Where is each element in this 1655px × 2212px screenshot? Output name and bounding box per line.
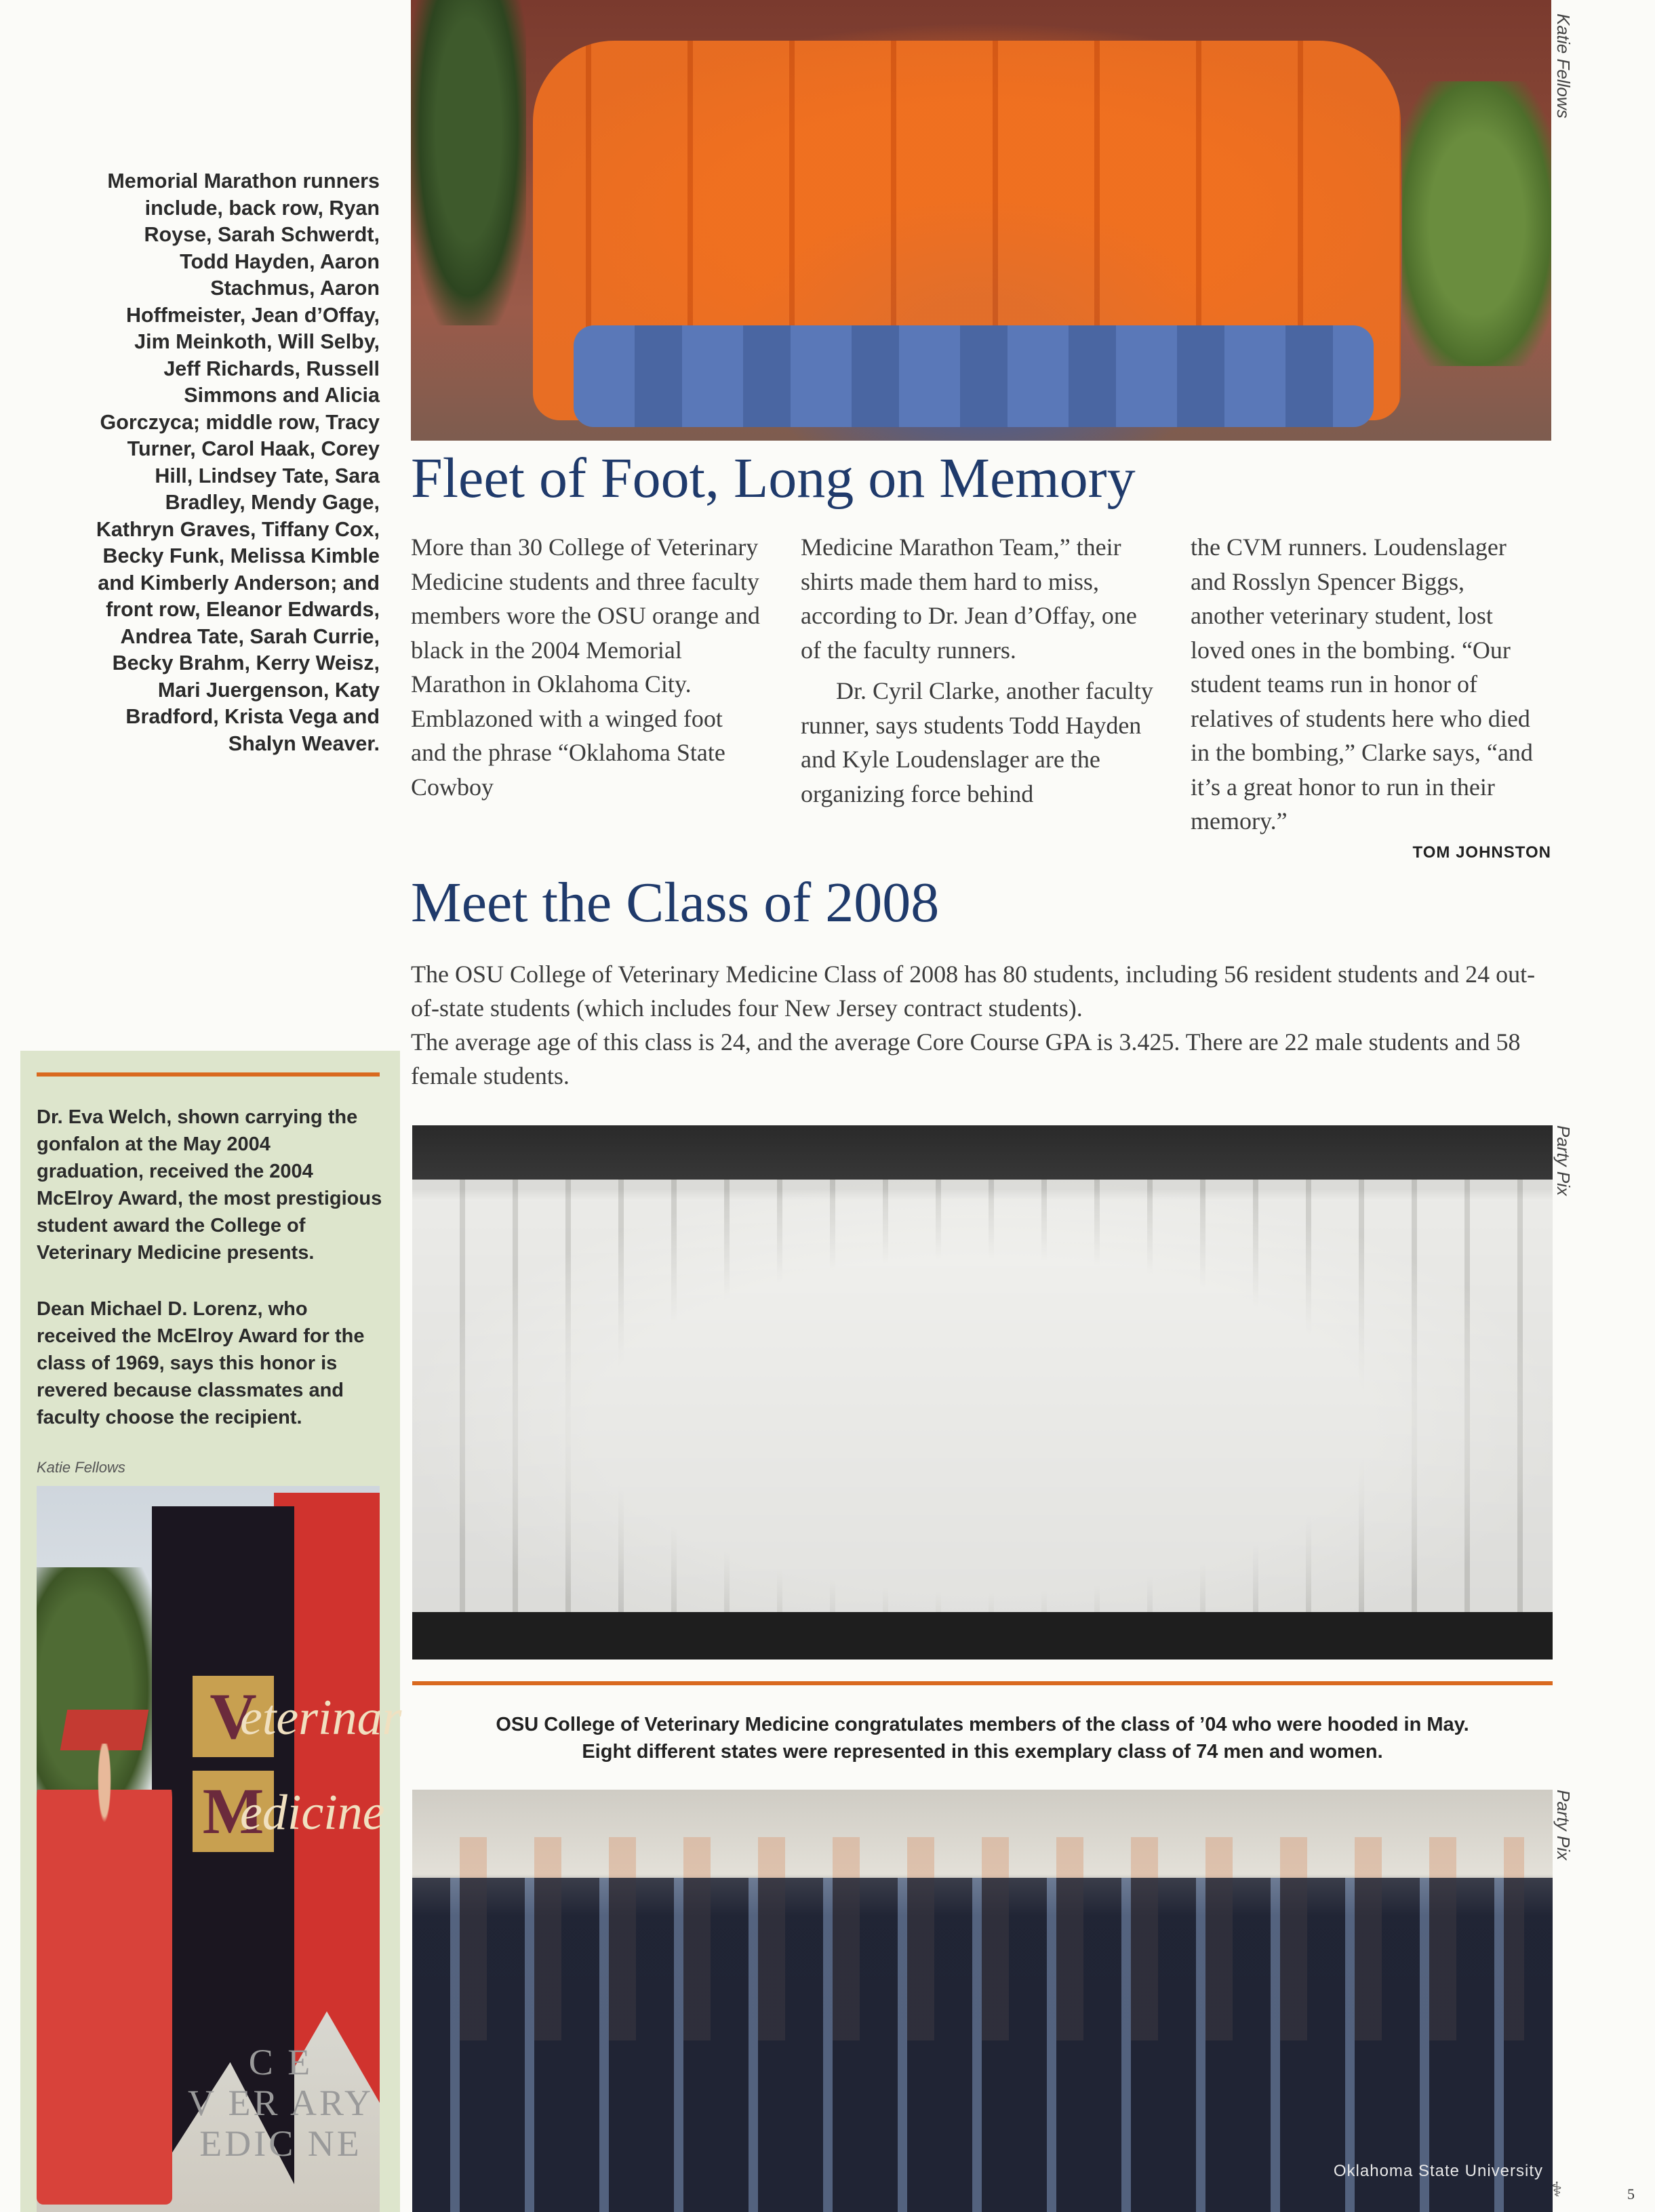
inscription-line: EDIC NE (199, 2123, 362, 2164)
banner-word-medicine: edicine (240, 1785, 385, 1841)
marathon-column-1 (411, 530, 763, 804)
hooding-caption-line: Eight different states were represented in this exemplary class of 74 men and women. (582, 1741, 1383, 1763)
banner-monogram-m: M (193, 1771, 274, 1852)
inscription-line: C E (248, 2042, 313, 2083)
banner-monogram-v: V (193, 1676, 274, 1757)
graduate-in-red-gown (37, 1744, 172, 2205)
hooding-photo-caption (412, 1711, 1553, 1765)
osu-vet-logo-icon: ⚕ (1551, 2179, 1563, 2201)
sidebar-paragraph: Dean Michael D. Lorenz, who received the McElroy Award for the class of 1969, says this honor is revered because classmates and faculty choose the recipient. (37, 1298, 365, 1428)
marathon-column-2 (801, 530, 1153, 811)
tree-foliage (411, 0, 526, 325)
sidebar-divider (37, 1072, 380, 1077)
class-2008-white-coat-photo (412, 1125, 1553, 1660)
sidebar-paragraph: Dr. Eva Welch, shown carrying the gonfalon at the May 2004 graduation, received the 2004 McElroy Award, the most prestigious student award the College of Veterinary Medicine presents. (37, 1106, 382, 1264)
gonfalon-graduation-photo (37, 1486, 402, 2212)
marathon-photo-caption: Memorial Marathon runners include, back row, Ryan Royse, Sarah Schwerdt, Todd Hayden, Aaron Stachmus, Aaron Hoffmeister, Jean d’Offay, Jim Meinkoth, Will Selby, Jeff Richards, Russell Simmons and Alicia Gorczyca; middle row, Tracy Turner, Carol Haak, Corey Hill, Lindsey Tate, Sara Bradley, Mendy Gage, Kathryn Graves, Tiffany Cox, Becky Funk, Melissa Kimble and Kimberly Anderson; and front row, Eleanor Edwards, Andrea Tate, Sarah Currie, Becky Brahm, Kerry Weisz, Mari Juergenson, Katy Bradford, Krista Vega and Shalyn Weaver. (96, 169, 380, 755)
class-2008-paragraph: The OSU College of Veterinary Medicine Class of 2008 has 80 students, including 56 resident students and 24 out-of-state students (which includes four New Jersey contract students). (411, 961, 1536, 1022)
flowering-shrub (1402, 81, 1551, 366)
photo-credit-class-2008: Party Pix (1553, 1125, 1574, 1197)
class-2008-body (411, 957, 1557, 1093)
marathon-paragraph: More than 30 College of Veterinary Medicine students and three faculty members wore the OSU orange and black in the 2004 Memorial Marathon in Oklahoma City. Emblazoned with a winged foot and the phrase “Oklahoma State Cowboy (411, 534, 760, 801)
photo-credit-marathon: Katie Fellows (1553, 14, 1574, 119)
photo-credit-banner: Katie Fellows (37, 1459, 125, 1476)
marathon-headline: Fleet of Foot, Long on Memory (411, 447, 1136, 510)
marathon-team-photo (411, 0, 1551, 441)
inscription-line: V ER ARY (187, 2083, 374, 2123)
class-of-04-hooding-photo (412, 1790, 1553, 2212)
page-number: 5 (1627, 2186, 1635, 2203)
building-inscription (186, 2042, 376, 2164)
front-row-jeans (574, 325, 1374, 427)
hooding-divider (412, 1681, 1553, 1685)
marathon-paragraph: Medicine Marathon Team,” their shirts made them hard to miss, according to Dr. Jean d’Offay, one of the faculty runners. (801, 534, 1137, 664)
photo-credit-hooding: Party Pix (1553, 1790, 1574, 1861)
author-byline: TOM JOHNSTON (1412, 843, 1551, 862)
class-2008-paragraph: The average age of this class is 24, and the average Core Course GPA is 3.425. There are 22 male students and 58 female students. (411, 1028, 1521, 1089)
hooding-caption-line: OSU College of Veterinary Medicine congratulates members of the class of ’04 who were hooded in May. (496, 1714, 1469, 1735)
white-coats-group (412, 1180, 1553, 1627)
marathon-column-3 (1191, 530, 1543, 839)
stage-floor (412, 1612, 1553, 1660)
class-2008-headline: Meet the Class of 2008 (411, 871, 940, 934)
marathon-paragraph: Dr. Cyril Clarke, another faculty runner, says students Todd Hayden and Kyle Loudenslager are the organizing force behind (801, 677, 1153, 807)
banner-word-veterinary: eterinar (240, 1690, 402, 1746)
marathon-paragraph: the CVM runners. Loudenslager and Rosslyn Spencer Biggs, another veterinary student, lost loved ones in the bombing. “Our student teams run in honor of relatives of students here who died in the bombing,” Clarke says, “and it’s a great honor to run in their memory.” (1191, 534, 1533, 834)
university-watermark: Oklahoma State University (1333, 2162, 1543, 2180)
